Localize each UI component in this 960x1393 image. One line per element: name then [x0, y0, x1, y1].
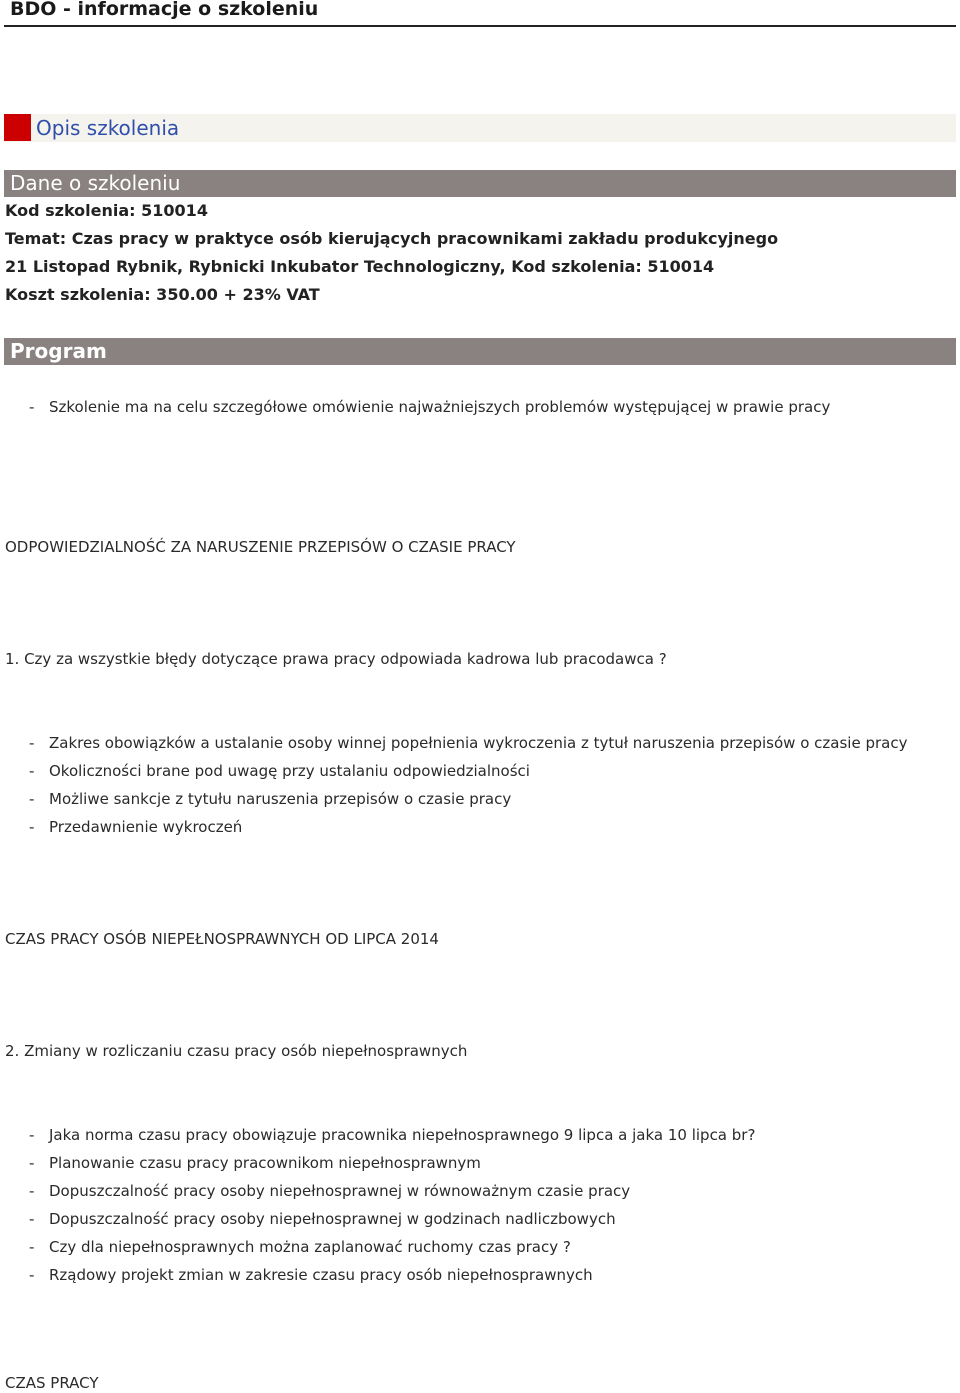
list-bullet: - [29, 1182, 35, 1200]
program-header-bar [4, 338, 956, 365]
dane-header-bar [4, 170, 956, 197]
list-item: Zakres obowiązków a ustalanie osoby winnej popełnienia wykroczenia z tytuł naruszenia przepisów o czasie pracy [49, 734, 908, 752]
list-item: Okoliczności brane pod uwagę przy ustalaniu odpowiedzialności [49, 762, 530, 780]
section-heading-3: CZAS PRACY [5, 1374, 99, 1392]
dane-heading: Dane o szkoleniu [10, 171, 181, 195]
list-bullet: - [29, 1126, 35, 1144]
section-title: Opis szkolenia [36, 116, 180, 140]
course-code: Kod szkolenia: 510014 [5, 201, 208, 220]
list-bullet: - [29, 1266, 35, 1284]
list-bullet: - [29, 1210, 35, 1228]
list-bullet: - [29, 790, 35, 808]
list-item: Możliwe sankcje z tytułu naruszenia przepisów o czasie pracy [49, 790, 512, 808]
list-item: Przedawnienie wykroczeń [49, 818, 243, 836]
section-heading-2: CZAS PRACY OSÓB NIEPEŁNOSPRAWNYCH OD LIPCA 2014 [5, 930, 439, 948]
list-item: Rządowy projekt zmian w zakresie czasu pracy osób niepełnosprawnych [49, 1266, 593, 1284]
list-bullet: - [29, 1154, 35, 1172]
question-2: 2. Zmiany w rozliczaniu czasu pracy osób niepełnosprawnych [5, 1042, 468, 1060]
section-heading-1: ODPOWIEDZIALNOŚĆ ZA NARUSZENIE PRZEPISÓW O CZASIE PRACY [5, 538, 516, 556]
list-bullet: - [29, 734, 35, 752]
list-bullet: - [29, 818, 35, 836]
list-item: Planowanie czasu pracy pracownikom niepełnosprawnym [49, 1154, 481, 1172]
course-topic: Temat: Czas pracy w praktyce osób kierujących pracownikami zakładu produkcyjnego [5, 229, 779, 248]
list-bullet: - [29, 398, 35, 416]
list-item: Czy dla niepełnosprawnych można zaplanować ruchomy czas pracy ? [49, 1238, 571, 1256]
red-square-icon [4, 114, 31, 141]
course-date-location: 21 Listopad Rybnik, Rybnicki Inkubator Technologiczny, Kod szkolenia: 510014 [5, 257, 715, 276]
course-cost: Koszt szkolenia: 350.00 + 23% VAT [5, 285, 320, 304]
list-item: Dopuszczalność pracy osoby niepełnosprawnej w równoważnym czasie pracy [49, 1182, 631, 1200]
program-intro: Szkolenie ma na celu szczegółowe omówienie najważniejszych problemów występującej w prawie pracy [49, 398, 831, 416]
list-bullet: - [29, 762, 35, 780]
program-heading: Program [10, 339, 107, 363]
list-item: Dopuszczalność pracy osoby niepełnosprawnej w godzinach nadliczbowych [49, 1210, 616, 1228]
question-1: 1. Czy za wszystkie błędy dotyczące prawa pracy odpowiada kadrowa lub pracodawca ? [5, 650, 667, 668]
list-bullet: - [29, 1238, 35, 1256]
title-divider [4, 25, 956, 27]
page-title: BDO - informacje o szkoleniu [10, 0, 319, 20]
list-item: Jaka norma czasu pracy obowiązuje pracownika niepełnosprawnego 9 lipca a jaka 10 lipca br? [49, 1126, 756, 1144]
